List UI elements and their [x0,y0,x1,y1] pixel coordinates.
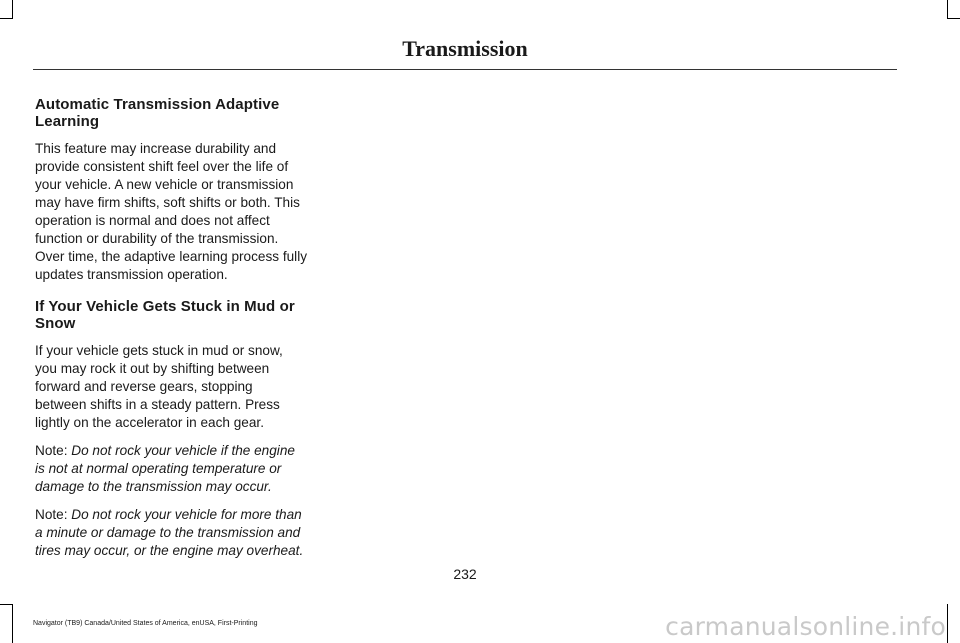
crop-mark-top-left-horizontal [0,18,13,19]
crop-mark-bottom-right-vertical [947,604,948,643]
note-paragraph-1 [35,442,307,496]
crop-mark-top-right-vertical [947,0,948,18]
crop-mark-bottom-left-vertical [12,604,13,643]
section-body-stuck-in-mud: If your vehicle gets stuck in mud or snow, you may rock it out by shifting between forward and reverse gears, stopping between shifts in a steady pattern. Press lightly on the accelerator in each gear. [35,343,283,430]
crop-mark-top-left-vertical [12,0,13,18]
crop-mark-bottom-left-horizontal [0,604,13,605]
note-text-1: Do not rock your vehicle if the engine is not at normal operating temperature or damage to the transmission may occur. [35,443,295,494]
note-label-2: Note: [35,507,68,522]
note-paragraph-2 [35,506,307,560]
crop-mark-top-right-horizontal [947,18,960,19]
section-heading-stuck-in-mud: If Your Vehicle Gets Stuck in Mud or Snow [35,298,295,332]
page-number: 232 [453,566,477,582]
watermark: carmanualsonline.info [665,612,946,641]
section-heading-adaptive-learning: Automatic Transmission Adaptive Learning [35,96,280,130]
page-title: Transmission [402,36,528,61]
content-column [35,96,307,570]
note-text-2: Do not rock your vehicle for more than a minute or damage to the transmission and tires may occur, or the engine may overheat. [35,507,304,558]
header-rule [33,69,897,70]
note-label-1: Note: [35,443,68,458]
footer-edition: Navigator (TB9) Canada/United States of America, enUSA, First-Printing [33,620,258,627]
section-body-adaptive-learning: This feature may increase durability and provide consistent shift feel over the life of your vehicle. A new vehicle or transmission may have firm shifts, soft shifts or both. This operation is normal and does not affect function or durability of the transmission. Over time, the adaptive learning process fully updates transmission operation. [35,141,308,282]
